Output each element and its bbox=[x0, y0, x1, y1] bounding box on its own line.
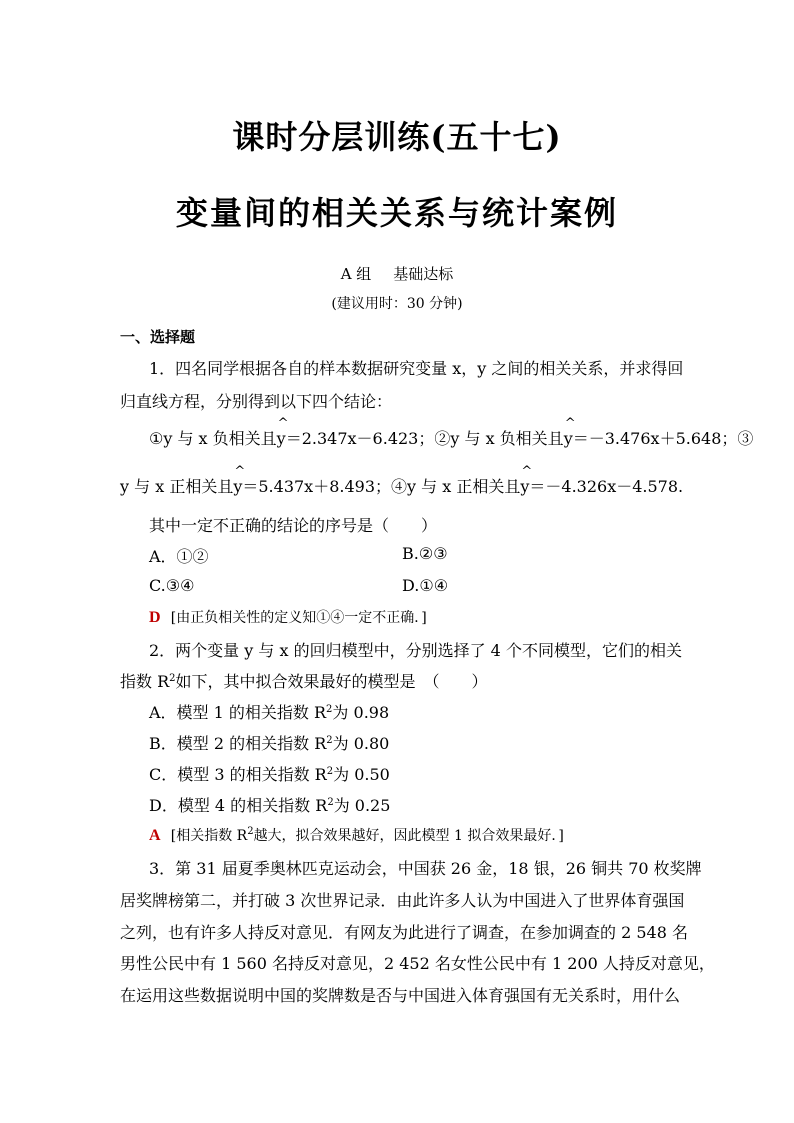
q1-conclusions-line2 bbox=[120, 474, 683, 497]
q1-options-row1 bbox=[149, 544, 209, 567]
q1-option-a: A．①② bbox=[149, 547, 209, 566]
q2-option-b bbox=[149, 731, 389, 754]
q1-option-b: B.②③ bbox=[402, 544, 448, 563]
q2-option-a-value: 为 0.98 bbox=[332, 703, 390, 722]
superscript: 2 bbox=[327, 797, 334, 808]
q1-option-d: D.①④ bbox=[402, 576, 449, 595]
q1-c3-text: y 与 x 正相关且 bbox=[120, 477, 234, 496]
group-label: 基础达标 bbox=[393, 265, 454, 283]
q2-option-d bbox=[149, 793, 390, 816]
q1-c3-eq: ＝5.437x＋8.493；④ bbox=[242, 477, 408, 496]
superscript: 2 bbox=[326, 735, 333, 746]
q2-option-b-value: 为 0.80 bbox=[332, 734, 390, 753]
q3-line4: 男性公民中有 1 560 名持反对意见，2 452 名女性公民中有 1 200 人持反对意见， bbox=[120, 954, 715, 973]
q3-line2: 居奖牌榜第二，并打破 3 次世界记录．由此许多人认为中国进入了世界体育强国 bbox=[120, 891, 685, 910]
q3-line3: 之列，也有许多人持反对意见．有网友为此进行了调查，在参加调查的 2 548 名 bbox=[120, 923, 688, 942]
superscript: 2 bbox=[247, 826, 254, 837]
superscript: 2 bbox=[326, 704, 333, 715]
q2-explanation-text: [相关指数 R bbox=[170, 828, 248, 844]
superscript: 2 bbox=[169, 673, 176, 684]
q2-explanation-rest: 越大，拟合效果越好，因此模型 1 拟合效果最好．] bbox=[253, 828, 564, 844]
group-name: A 组 bbox=[340, 265, 372, 283]
group-heading bbox=[0, 263, 794, 284]
q1-stem-line2: 归直线方程，分别得到以下四个结论： bbox=[120, 392, 393, 411]
q2-stem-line1: 2．两个变量 y 与 x 的回归模型中，分别选择了 4 个不同模型，它们的相关 bbox=[149, 641, 682, 660]
q1-c4-text: y 与 x 正相关且 bbox=[407, 477, 521, 496]
q3-line1: 3．第 31 届夏季奥林匹克运动会，中国获 26 金，18 银，26 铜共 70 枚奖牌 bbox=[149, 859, 702, 878]
y-hat: ^ y bbox=[564, 429, 573, 448]
q2-option-d-value: 为 0.25 bbox=[333, 796, 391, 815]
superscript: 2 bbox=[326, 766, 334, 777]
q1-c2-eq: ＝－3.476x＋5.648；③ bbox=[572, 429, 754, 448]
q1-option-c: C.③④ bbox=[149, 576, 195, 595]
q1-solution bbox=[149, 607, 427, 627]
q1-stem-line1: 1．四名同学根据各自的样本数据研究变量 x，y 之间的相关关系，并求得回 bbox=[149, 359, 684, 378]
q2-stem-text: 指数 R bbox=[120, 672, 170, 691]
y-hat: ^ y bbox=[520, 477, 529, 496]
q2-stem-line2 bbox=[120, 669, 488, 692]
q1-ask: 其中一定不正确的结论的序号是（ ） bbox=[149, 516, 438, 535]
q2-option-c-value: 为 0.50 bbox=[333, 765, 390, 784]
q2-solution bbox=[149, 825, 564, 845]
q1-explanation: [由正负相关性的定义知①④一定不正确．] bbox=[170, 610, 427, 626]
q2-answer: A bbox=[149, 827, 161, 844]
section-heading: 一、选择题 bbox=[120, 328, 196, 346]
q1-c1-eq: ＝2.347x－6.423；② bbox=[285, 429, 451, 448]
q2-stem-text-rest: 如下，其中拟合效果最好的模型是 （ ） bbox=[175, 672, 488, 691]
q1-c2-text: y 与 x 负相关且 bbox=[450, 429, 564, 448]
q1-c1-text: y 与 x 负相关且 bbox=[163, 429, 277, 448]
q1-answer: D bbox=[149, 609, 161, 626]
y-hat: ^ y bbox=[277, 429, 286, 448]
q2-option-a-text: A．模型 1 的相关指数 R bbox=[149, 703, 327, 722]
q2-option-c bbox=[149, 762, 390, 785]
q2-explanation bbox=[171, 828, 564, 844]
q2-option-c-text: C．模型 3 的相关指数 R bbox=[149, 765, 327, 784]
q1-conclusions-line1 bbox=[149, 426, 753, 449]
q3-line5: 在运用这些数据说明中国的奖牌数是否与中国进入体育强国有无关系时，用什么 bbox=[120, 986, 681, 1005]
q1-c4-eq: ＝－4.326x－4.578. bbox=[529, 477, 684, 496]
time-note: (建议用时：30 分钟) bbox=[331, 296, 463, 312]
page-title: 课时分层训练(五十七) bbox=[232, 118, 562, 156]
q2-option-b-text: B．模型 2 的相关指数 R bbox=[149, 734, 327, 753]
y-hat: ^ y bbox=[233, 477, 242, 496]
q2-option-a bbox=[149, 700, 389, 723]
page-subtitle: 变量间的相关关系与统计案例 bbox=[175, 194, 618, 232]
q1-c1-marker: ① bbox=[149, 429, 164, 448]
q2-option-d-text: D．模型 4 的相关指数 R bbox=[149, 796, 328, 815]
